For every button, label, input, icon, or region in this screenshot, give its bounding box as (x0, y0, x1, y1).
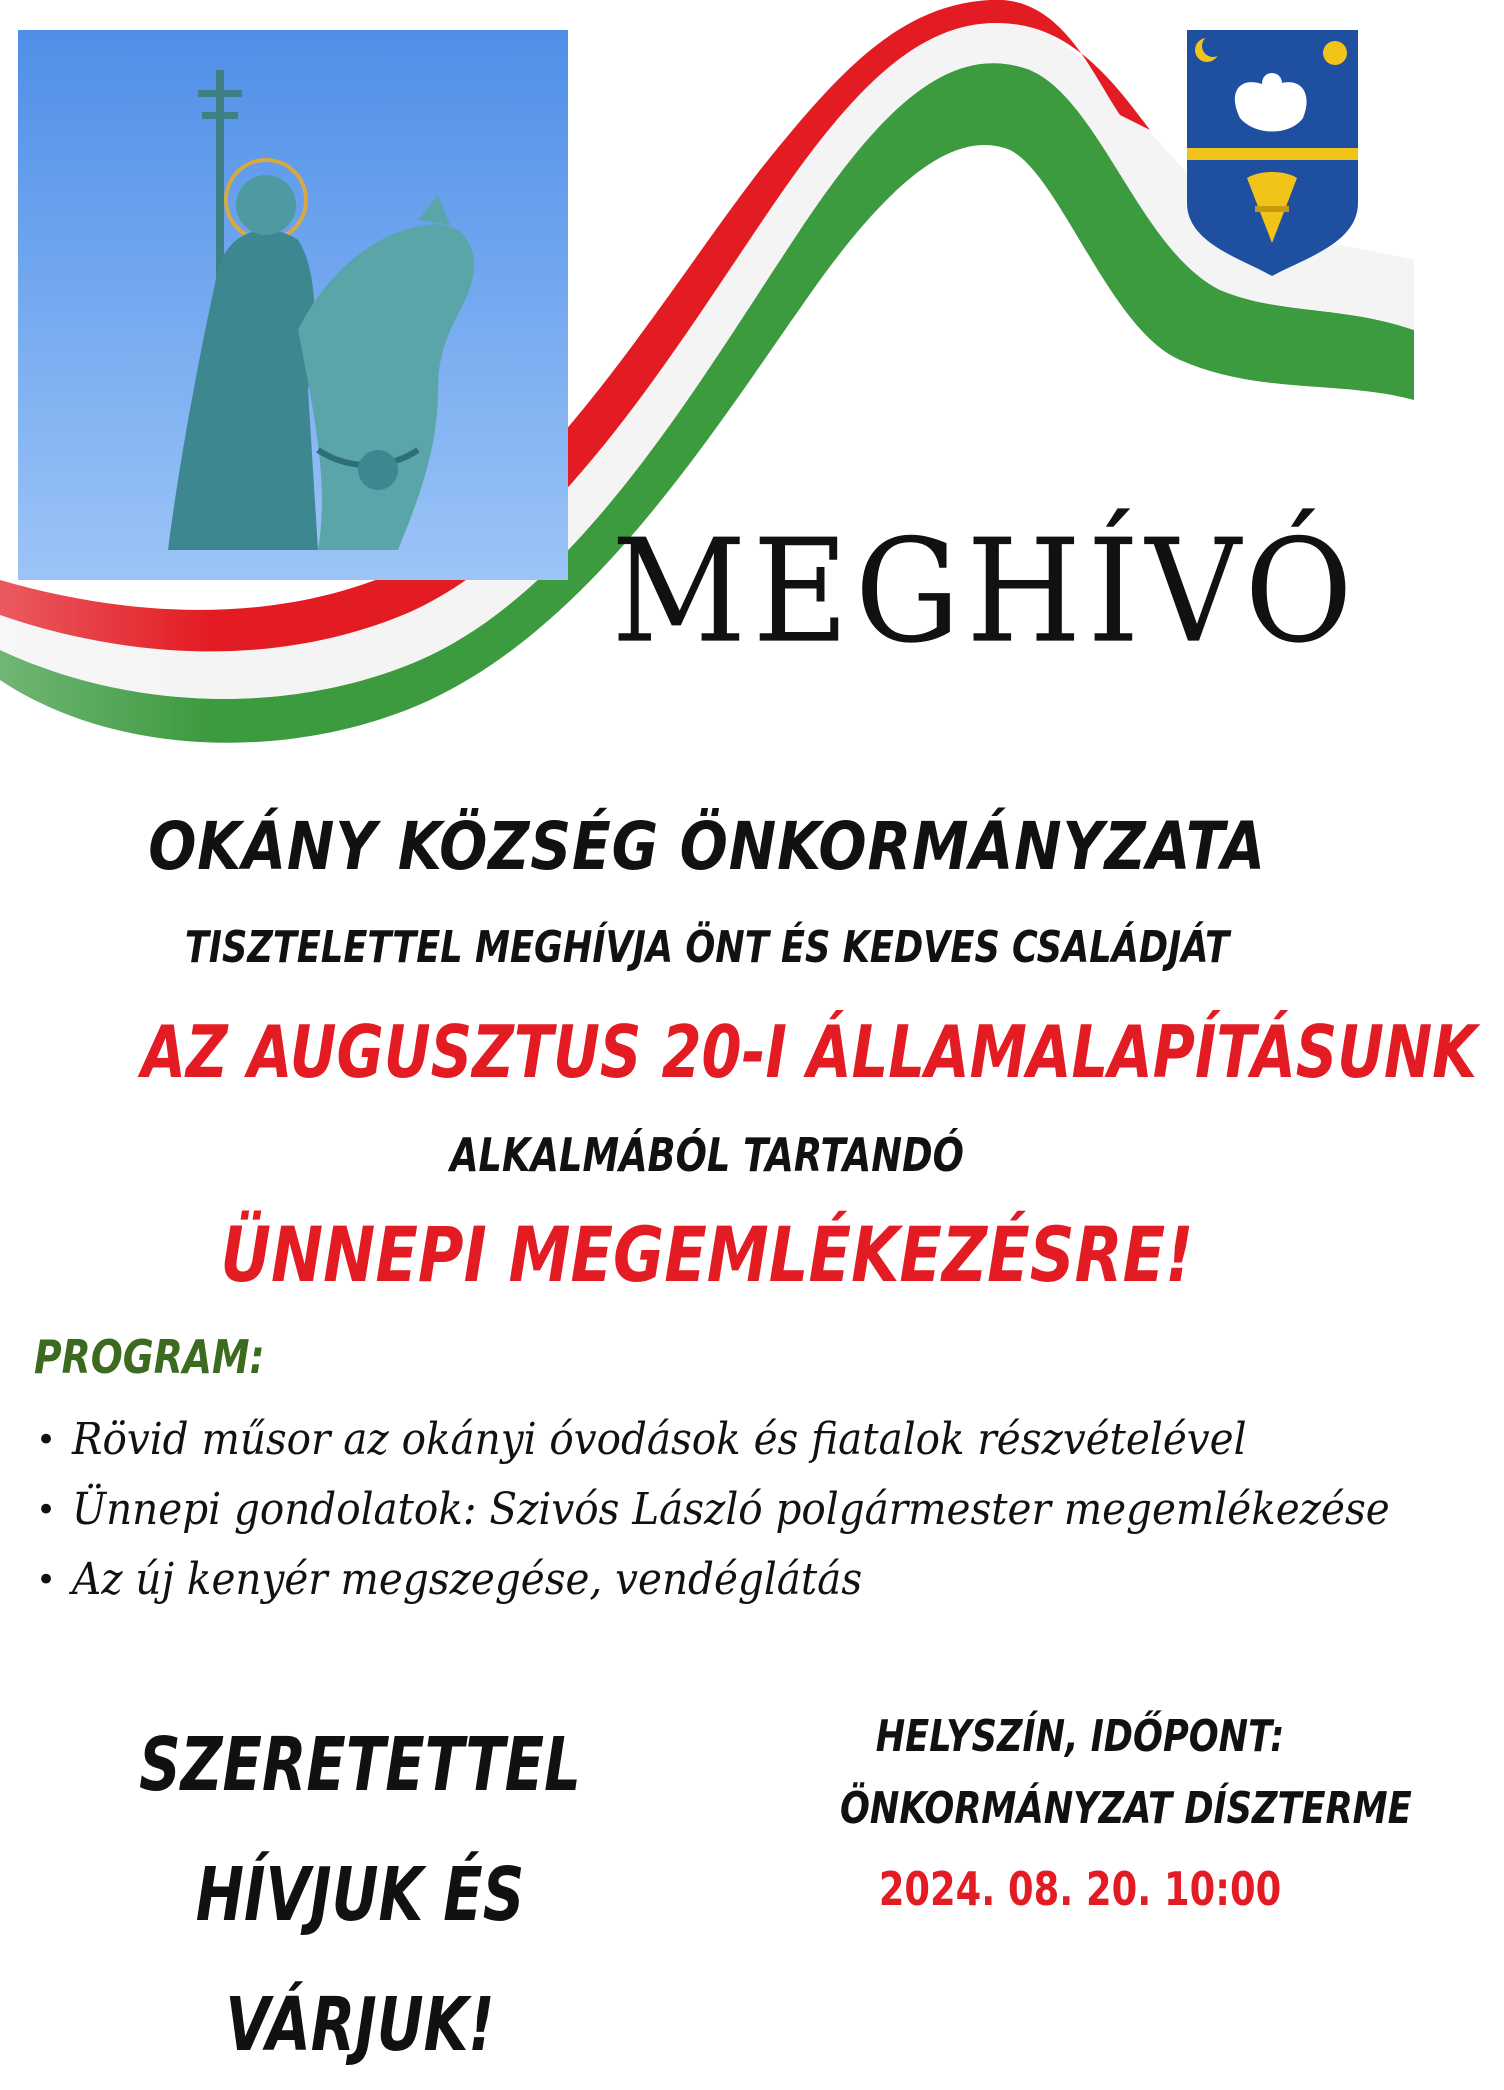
bullet-icon: • (36, 1490, 57, 1530)
list-item (36, 1405, 1504, 1475)
venue-place: ÖNKORMÁNYZAT DÍSZTERME (840, 1783, 1412, 1834)
statue-icon (18, 30, 568, 580)
page-title: MEGHÍVÓ (611, 508, 1359, 676)
coat-of-arms (1185, 28, 1360, 278)
program-item-text: Rövid műsor az okányi óvodások és fiatalok részvételével (72, 1414, 1247, 1465)
list-item (36, 1545, 1504, 1615)
venue-info (780, 1705, 1412, 1929)
list-item (36, 1475, 1504, 1545)
program-list (36, 1405, 1504, 1615)
bullet-icon: • (36, 1420, 57, 1460)
bullet-icon: • (36, 1560, 57, 1600)
occasion-suffix: ALKALMÁBÓL TARTANDÓ (450, 1128, 964, 1182)
shield-icon (1185, 28, 1360, 278)
closing-line-1: SZERETETTEL (139, 1722, 581, 1808)
occasion-heading: AZ AUGUSZTUS 20-I ÁLLAMALAPÍTÁSUNK (141, 1010, 1477, 1094)
venue-label: HELYSZÍN, IDŐPONT: (875, 1711, 1285, 1762)
program-item-text: Az új kenyér megszegése, vendéglátás (72, 1554, 863, 1605)
closing-message (60, 1700, 660, 2090)
program-item-text: Ünnepi gondolatok: Szivós László polgármester megemlékezése (72, 1484, 1390, 1535)
venue-datetime: 2024. 08. 20. 10:00 (878, 1862, 1282, 1916)
statue-photo (18, 30, 568, 580)
event-heading: ÜNNEPI MEGEMLÉKEZÉSRE! (220, 1210, 1194, 1299)
invite-line: TISZTELETTEL MEGHÍVJA ÖNT ÉS KEDVES CSALÁDJÁT (184, 922, 1230, 973)
closing-line-2: HÍVJUK ÉS VÁRJUK! (195, 1852, 525, 2068)
program-heading: PROGRAM: (34, 1330, 265, 1384)
organizer-heading: OKÁNY KÖZSÉG ÖNKORMÁNYZATA (148, 808, 1266, 885)
